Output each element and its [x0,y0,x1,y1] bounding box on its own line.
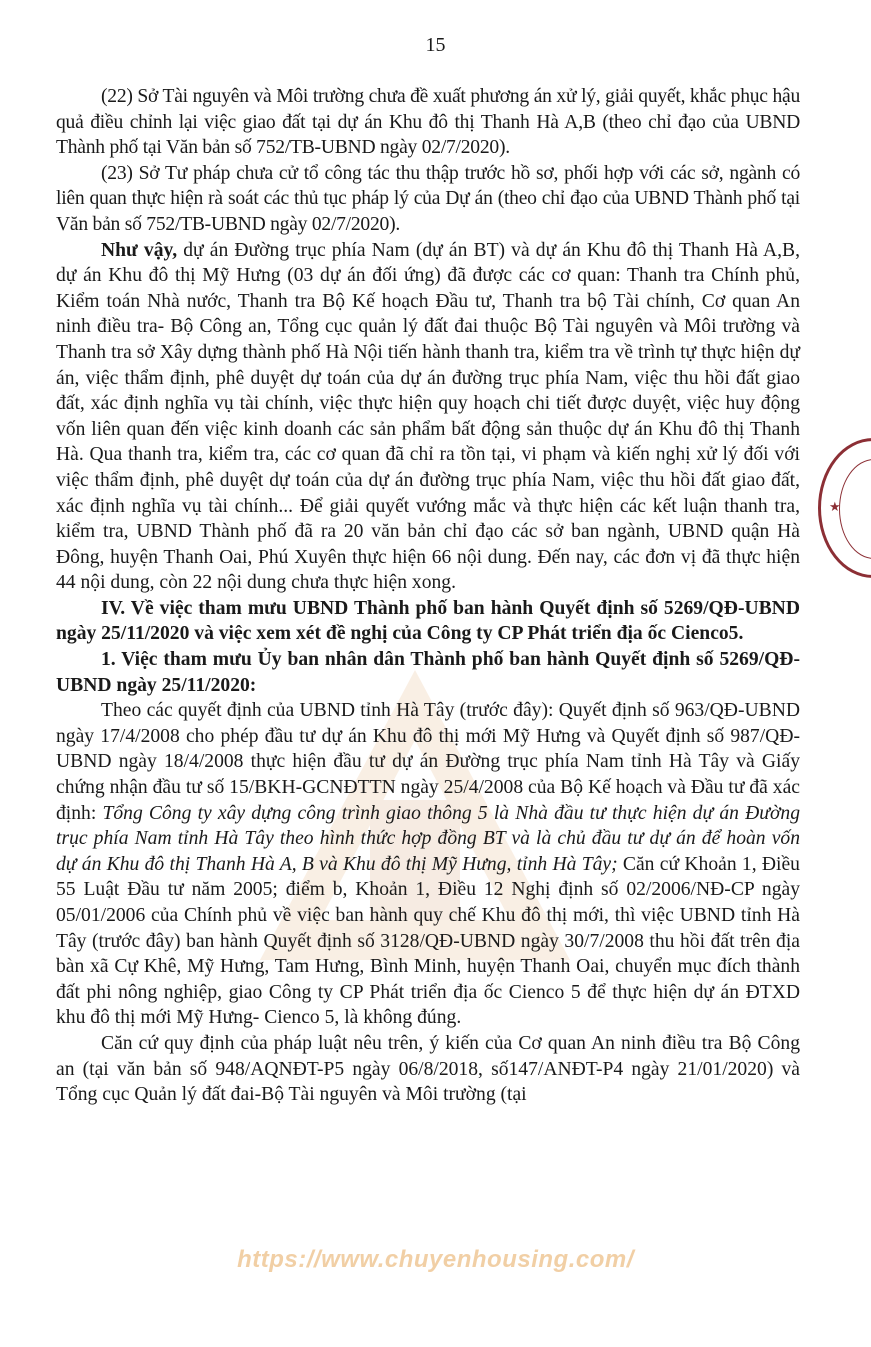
decision-italic-quote: Tổng Công ty xây dựng công trình giao thông 5 là Nhà đầu tư thực hiện dự án Đường trục phía Nam tỉnh Hà Tây theo hình thức hợp đồng BT và là chủ đầu tư dự án để hoàn vốn dự án Khu đô thị Thanh Hà A, B và Khu đô thị Mỹ Hưng, tỉnh Hà Tây; [56,802,801,875]
subsection-1-heading: 1. Việc tham mưu Ủy ban nhân dân Thành phố ban hành Quyết định số 5269/QĐ-UBND ngày 25/11/2020: [56,649,800,696]
legal-basis-paragraph: Căn cứ quy định của pháp luật nêu trên, ý kiến của Cơ quan An ninh điều tra Bộ Công an (tại văn bản số 948/AQNĐT-P5 ngày 06/8/2018, số147/ANĐT-P4 ngày 21/01/2020) và Tổng cục Quản lý đất đai-Bộ Tài nguyên và Môi trường (tại [56,1032,800,1106]
item-23-paragraph: (23) Sở Tư pháp chưa cử tổ công tác thu thập trước hồ sơ, phối hợp với các sở, ngành có liên quan thực hiện rà soát các thủ tục pháp lý của Dự án (theo chỉ đạo của UBND Thành phố tại Văn bản số 752/TB-UBND ngày 02/7/2020). [56,162,800,235]
document-body [56,84,800,1108]
summary-body: dự án Đường trục phía Nam (dự án BT) và dự án Khu đô thị Thanh Hà A,B, dự án Khu đô thị Mỹ Hưng (03 dự án đối ứng) đã được các cơ quan: Thanh tra Chính phủ, Kiểm toán Nhà nước, Thanh tra Bộ Kế hoạch Đầu tư, Thanh tra bộ Tài chính, Cơ quan An ninh điều tra- Bộ Công an, Tổng cục quản lý đất đai thuộc Bộ Tài nguyên và Môi trường và Thanh tra sở Xây dựng thành phố Hà Nội tiến hành thanh tra, kiểm tra về trình tự thực hiện dự án, việc thẩm định, phê duyệt dự toán của dự án đường trục phía Nam, việc thu hồi đất giao đất, xác định nghĩa vụ tài chính, việc thực hiện quy hoạch chi tiết được duyệt, việc huy động vốn liên quan đến việc kinh doanh các sản phẩm bất động sản thuộc dự án Khu đô thị Thanh Hà. Qua thanh tra, kiểm tra, các cơ quan đã chỉ ra tồn tại, vi phạm và kiến nghị xử lý đối với việc thẩm định, phê duyệt dự toán của dự án đường trục phía Nam, việc thu hồi đất giao đất, xác định nghĩa vụ tài chính... Để giải quyết vướng mắc và thực hiện các kết luận thanh tra, kiểm tra, UBND Thành phố đã ra 20 văn bản chỉ đạo các sở ban ngành, UBND quận Hà Đông, huyện Thanh Oai, Phú Xuyên thực hiện 66 nội dung. Đến nay, các đơn vị đã thực hiện 44 nội dung, còn 22 nội dung chưa thực hiện xong. [56,239,800,594]
official-seal-stamp [818,438,871,578]
decision-part-2: Căn cứ Khoản 1, Điều 55 Luật Đầu tư năm 2005; điểm b, Khoản 1, Điều 12 Nghị định số 02/2006/NĐ-CP ngày 05/01/2006 của Chính phủ về việc ban hành quy chế Khu đô thị mới, thì việc UBND tỉnh Hà Tây (trước đây) ban hành Quyết định số 3128/QĐ-UBND ngày 30/7/2008 thu hồi đất trên địa bàn xã Cự Khê, Mỹ Hưng, Tam Hưng, Bình Minh, huyện Thanh Oai, chuyển mục đích thành đất phi nông nghiệp, giao Công ty CP Phát triển địa ốc Cienco 5 để thực hiện dự án ĐTXD khu đô thị mới Mỹ Hưng- Cienco 5, là không đúng. [56,853,800,1029]
summary-paragraph [56,238,800,596]
seal-inner-ring [839,459,871,559]
url-watermark: https://www.chuyenhousing.com/ [237,1246,634,1273]
summary-lead: Như vậy, [101,239,178,261]
decision-paragraph [56,698,800,1031]
page-number: 15 [425,34,446,56]
item-22-paragraph: (22) Sở Tài nguyên và Môi trường chưa đề xuất phương án xử lý, giải quyết, khắc phục hậu quả điều chỉnh lại việc giao đất tại dự án Khu đô thị Thanh Hà A,B (theo chỉ đạo của UBND Thành phố tại Văn bản số 752/TB-UBND ngày 02/7/2020). [56,86,800,159]
section-iv-heading: IV. Về việc tham mưu UBND Thành phố ban hành Quyết định số 5269/QĐ-UBND ngày 25/11/2020 và việc xem xét đề nghị của Công ty CP Phát triển địa ốc Cienco5. [56,597,800,645]
decision-part-1: Theo các quyết định của UBND tỉnh Hà Tây (trước đây): Quyết định số 963/QĐ-UBND ngày 17/4/2008 cho phép đầu tư dự án Khu đô thị mới Mỹ Hưng và Quyết định số 987/QĐ-UBND ngày 18/4/2008 thực hiện đầu tư dự án Đường trục phía Nam tỉnh Hà Tây và Giấy chứng nhận đầu tư số 15/BKH-GCNĐTTN ngày 25/4/2008 của Bộ Kế hoạch và Đầu tư đã xác định: [56,700,800,824]
seal-star-icon: ★ [829,499,841,514]
